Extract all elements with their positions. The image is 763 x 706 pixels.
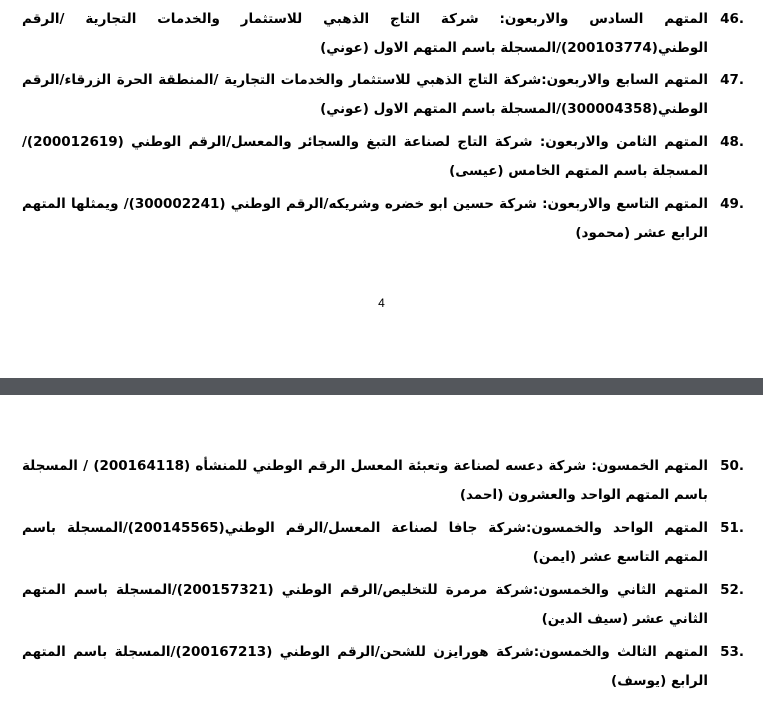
- document-page-bottom: [0, 395, 763, 706]
- item-number: 52.: [720, 582, 744, 598]
- page-separator: [0, 378, 763, 395]
- item-text: المتهم الواحد والخمسون:شركة جافا لصناعة المعسل/الرقم الوطني(200145565)/المسجلة باسم المتهم التاسع عشر (ايمن): [22, 520, 708, 565]
- item-number: 50.: [720, 458, 744, 474]
- item-text: المتهم التاسع والاربعون: شركة حسين ابو خضره وشريكه/الرقم الوطني (300002241)/ ويمثلها المتهم الرابع عشر (محمود): [22, 196, 708, 241]
- item-text: المتهم الخمسون: شركة دعسه لصناعة وتعبئة المعسل الرقم الوطني للمنشأه (200164118) / المسجلة باسم المتهم الواحد والعشرون (احمد): [22, 458, 708, 503]
- item-number: 47.: [720, 72, 744, 88]
- item-number: 46.: [720, 11, 744, 27]
- list-item: [22, 452, 742, 510]
- item-text: المتهم الثالث والخمسون:شركة هورايزن للشحن/الرقم الوطني (200167213)/المسجلة باسم المتهم الرابع (يوسف): [22, 644, 709, 689]
- page-number: 4: [378, 296, 385, 310]
- list-item: [22, 190, 742, 248]
- item-number: 49.: [720, 196, 744, 212]
- list-item: [22, 638, 742, 696]
- list-item: [22, 128, 742, 186]
- item-text: المتهم السابع والاربعون:شركة التاج الذهبي للاستثمار والخدمات التجارية /المنطقة الحرة الزرقاء/الرقم الوطني(300004358)/المسجلة باسم المتهم الاول (عوني): [22, 72, 708, 117]
- list-item: [22, 5, 742, 63]
- list-item: [22, 576, 742, 634]
- item-number: 48.: [720, 134, 744, 150]
- item-number: 53.: [720, 644, 744, 660]
- item-text: المتهم الثامن والاربعون: شركة التاج لصناعة التبغ والسجائر والمعسل/الرقم الوطني (200012619)/المسجلة باسم المتهم الخامس (عيسى): [22, 134, 708, 179]
- item-text: المتهم الثاني والخمسون:شركة مرمرة للتخليص/الرقم الوطني (200157321)/المسجلة باسم المتهم الثاني عشر (سيف الدين): [22, 582, 709, 627]
- item-text: المتهم السادس والاربعون: شركة التاج الذهبي للاستثمار والخدمات التجارية /الرقم الوطني(200103774)/المسجلة باسم المتهم الاول (عوني): [22, 11, 708, 56]
- item-number: 51.: [720, 520, 744, 536]
- list-item: [22, 66, 742, 124]
- list-item: [22, 514, 742, 572]
